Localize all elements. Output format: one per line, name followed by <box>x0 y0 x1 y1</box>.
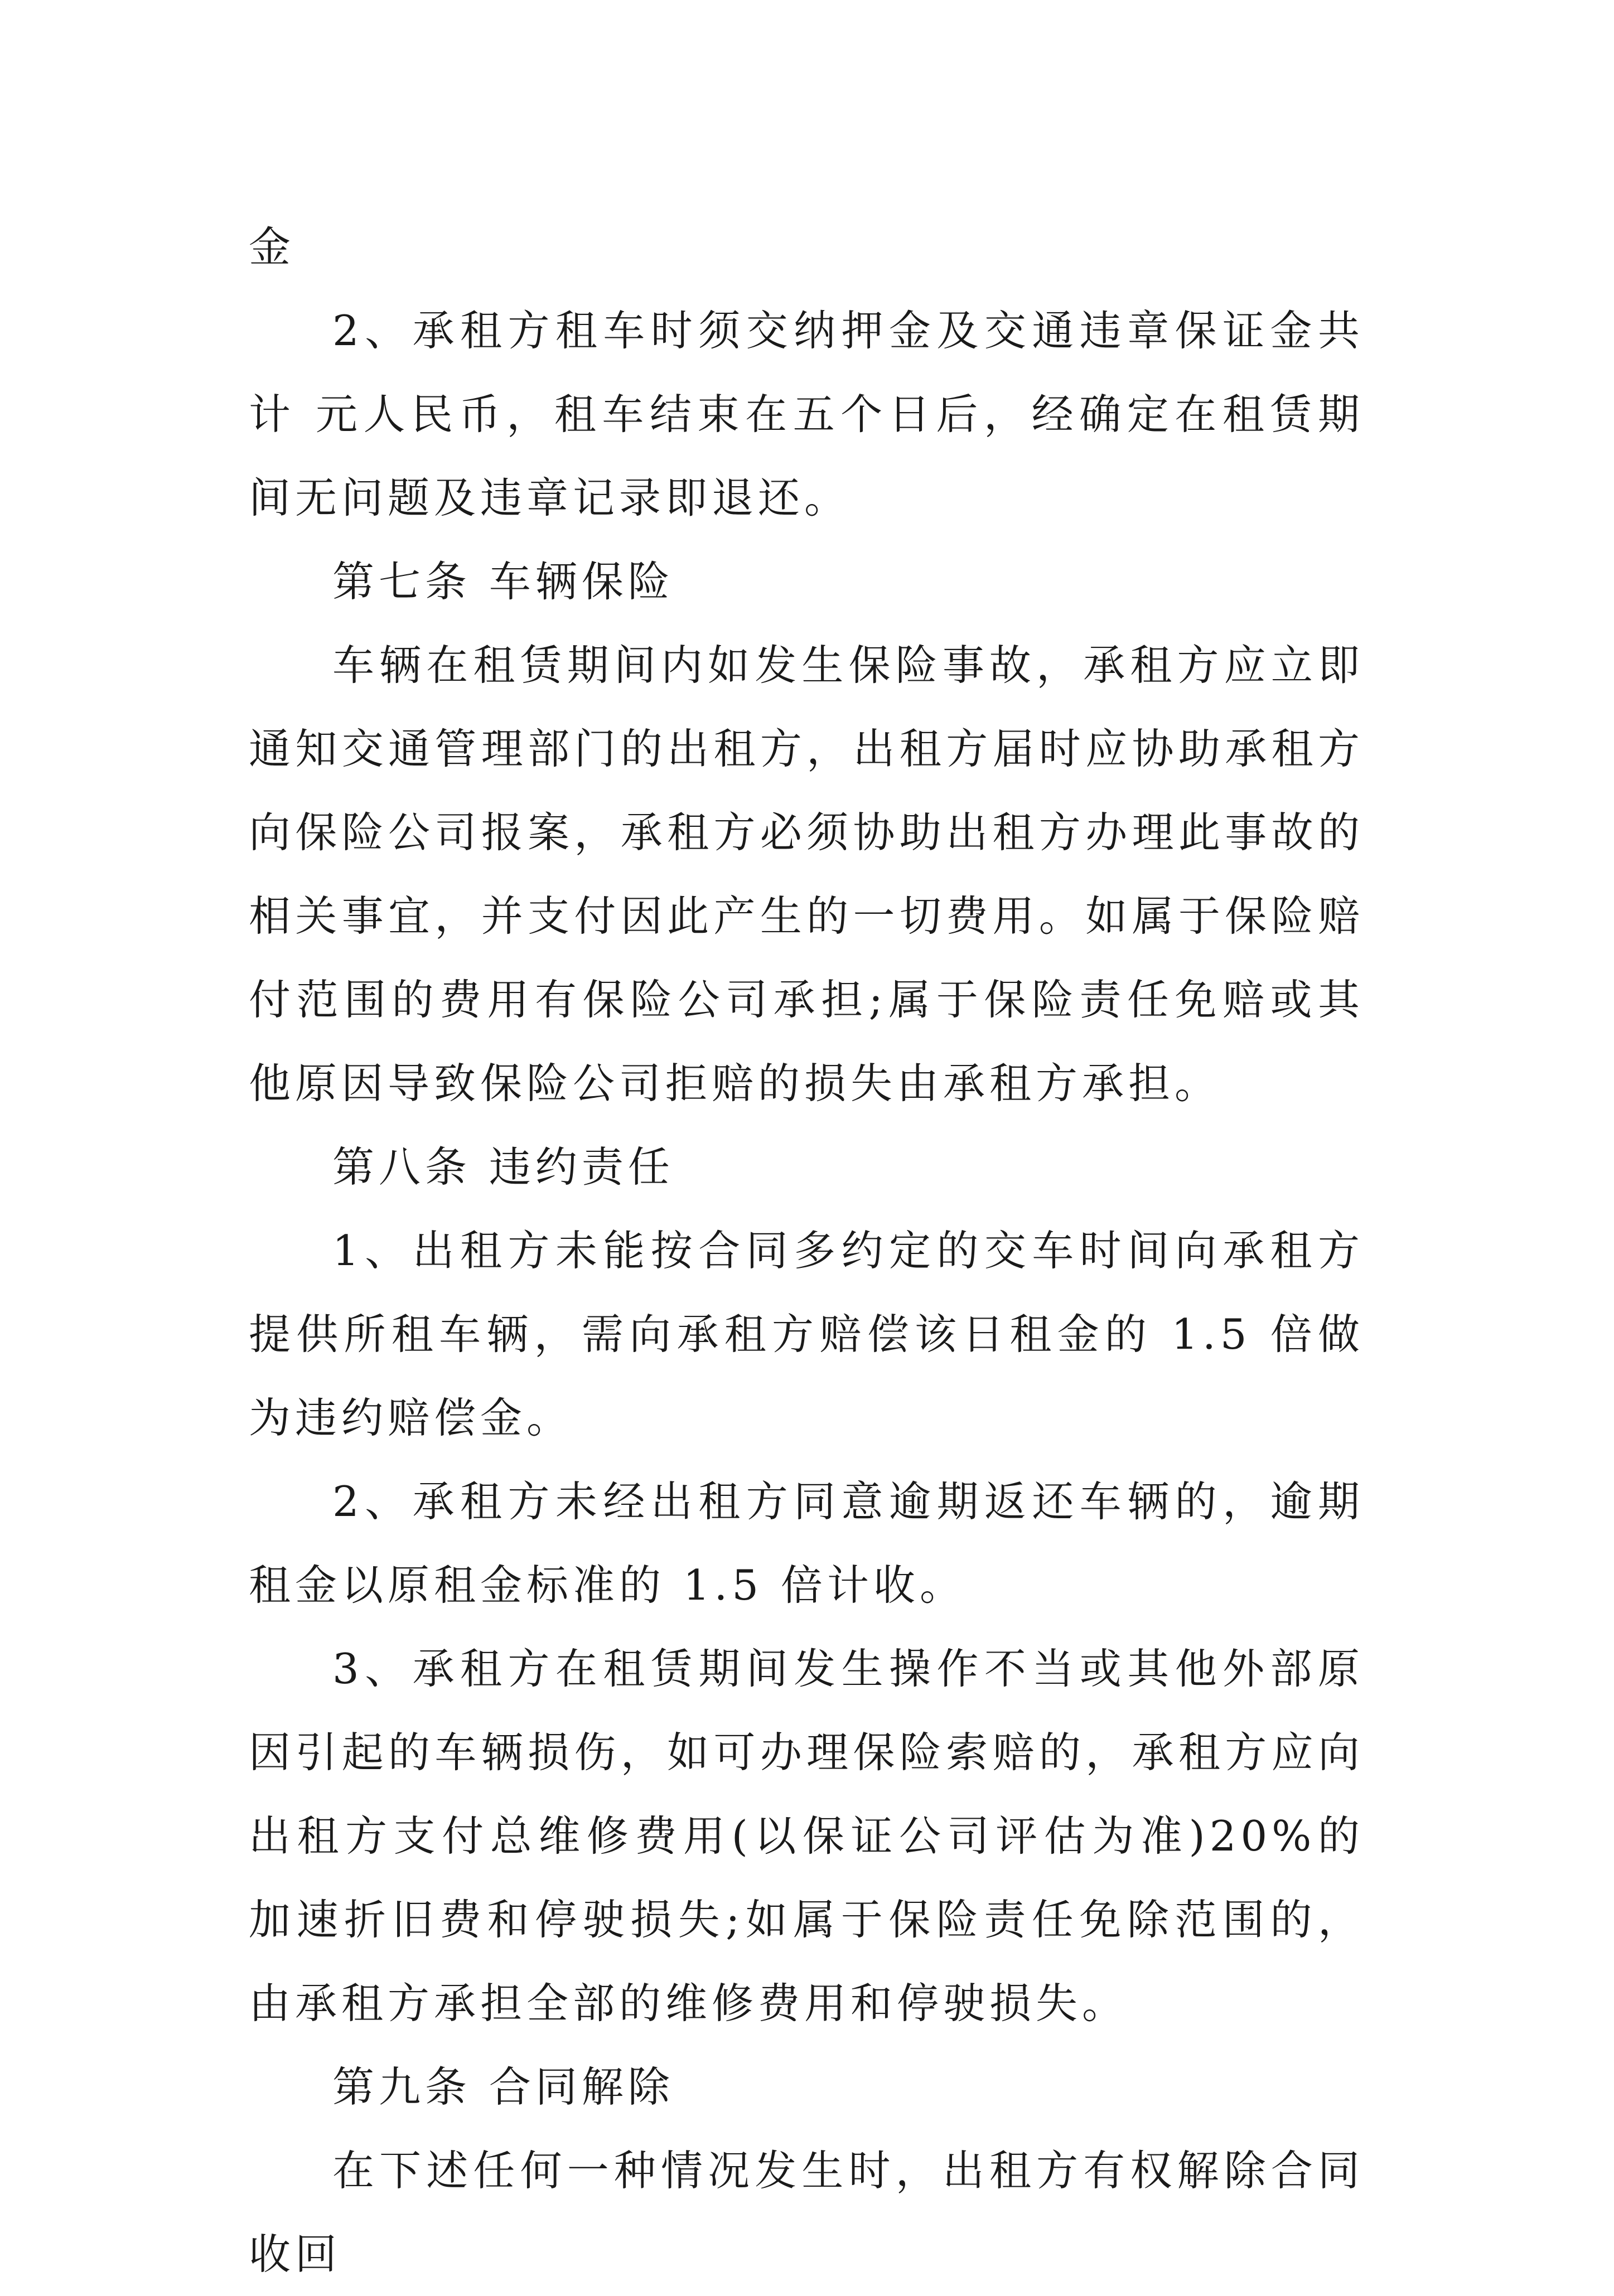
heading-article-7: 第七条 车辆保险 <box>332 557 674 606</box>
paragraph-breach-3: 3、承租方在租赁期间发生操作不当或其他外部原因引起的车辆损伤，如可办理保险索赔的，承租方应向出租方支付总维修费用(以保证公司评估为准)20%的加速折旧费和停驶损失;如属于保险责任免除范围的，由承租方承担全部的维修费用和停驶损失。 <box>249 1644 1364 2028</box>
paragraph-continuation: 金 <box>249 222 296 272</box>
heading-article-9: 第九条 合同解除 <box>332 2062 674 2111</box>
paragraph-breach-2: 2、承租方未经出租方同意逾期返还车辆的，逾期租金以原租金标准的 1.5 倍计收。 <box>249 1477 1364 1610</box>
paragraph-termination: 在下述任何一种情况发生时，出租方有权解除合同收回 <box>249 2146 1364 2279</box>
paragraph-deposit: 2、承租方租车时须交纳押金及交通违章保证金共计 元人民币，租车结束在五个日后，经确定在租赁期间无问题及违章记录即退还。 <box>249 306 1364 522</box>
heading-article-8: 第八条 违约责任 <box>332 1142 674 1191</box>
document-body <box>249 205 1364 2296</box>
paragraph-insurance: 车辆在租赁期间内如发生保险事故，承租方应立即通知交通管理部门的出租方，出租方届时应协助承租方向保险公司报案，承租方必须协助出租方办理此事故的相关事宜，并支付因此产生的一切费用。如属于保险赔付范围的费用有保险公司承担;属于保险责任免赔或其他原因导致保险公司拒赔的损失由承租方承担。 <box>249 641 1364 1108</box>
paragraph-breach-1: 1、出租方未能按合同多约定的交车时间向承租方提供所租车辆，需向承租方赔偿该日租金的 1.5 倍做为违约赔偿金。 <box>249 1226 1364 1442</box>
